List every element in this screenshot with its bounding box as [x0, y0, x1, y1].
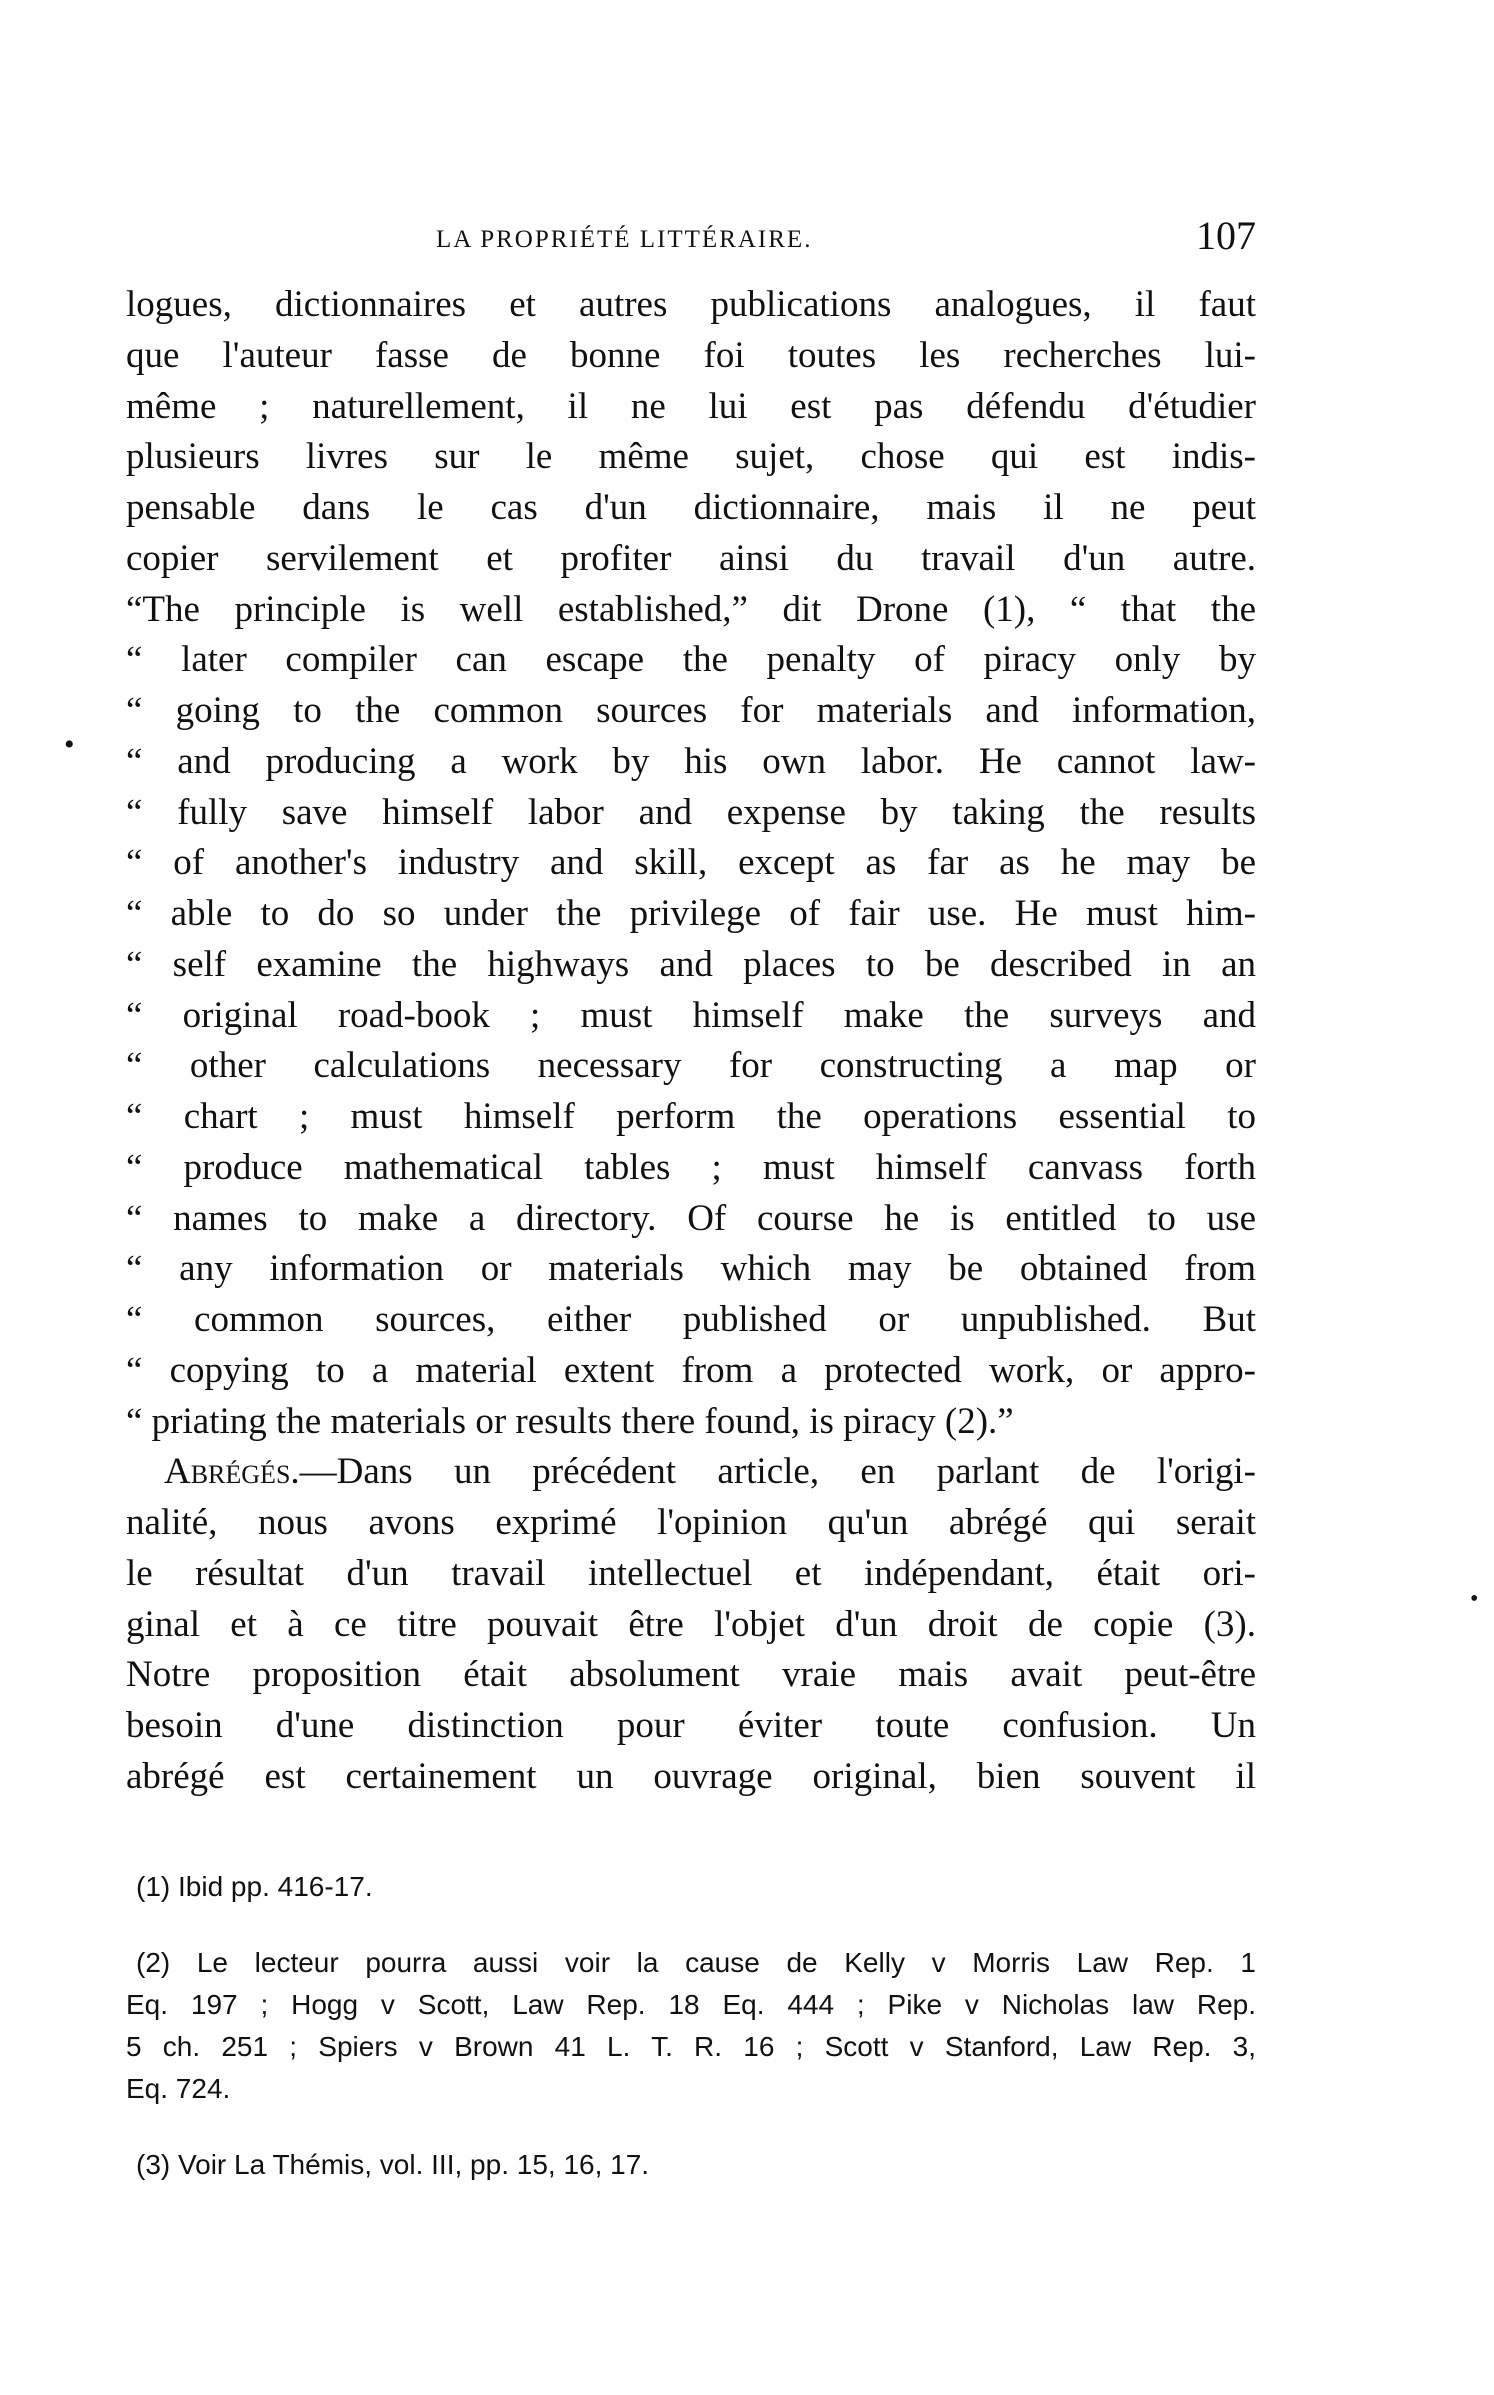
text-line: logues, dictionnaires et autres publications analogues, il faut: [126, 284, 1256, 325]
quote-line: “ self examine the highways and places to be described in an: [126, 943, 1256, 985]
quote-line: “The principle is well established,” dit Drone (1), “ that the: [126, 588, 1256, 630]
text-line: le résultat d'un travail intellectuel et indépendant, était ori-: [126, 1552, 1256, 1594]
text-line: copier servilement et profiter ainsi du travail d'un autre.: [126, 537, 1256, 579]
text-line: Notre proposition était absolument vraie mais avait peut-être: [126, 1654, 1256, 1696]
text-line: que l'auteur fasse de bonne foi toutes les recherches lui-: [126, 334, 1256, 376]
quote-line: “ chart ; must himself perform the operations essential to: [126, 1096, 1256, 1137]
quote-line: “ priating the materials or results there found, is piracy (2).”: [126, 1400, 1014, 1442]
footnotes: [126, 1866, 1256, 2186]
quote-line: “ copying to a material extent from a protected work, or appro-: [126, 1349, 1256, 1391]
quote-line: “ later compiler can escape the penalty of piracy only by: [126, 639, 1256, 681]
section-heading-line: [126, 1447, 1256, 1498]
footnote-2-line: 5 ch. 251 ; Spiers v Brown 41 L. T. R. 16 ; Scott v Stanford, Law Rep. 3,: [126, 2031, 1256, 2062]
footnote-2-line: Eq. 197 ; Hogg v Scott, Law Rep. 18 Eq. 444 ; Pike v Nicholas law Rep.: [126, 1989, 1256, 2020]
running-title: LA PROPRIÉTÉ LITTÉRAIRE.: [436, 226, 813, 253]
footnote-3: (3) Voir La Thémis, vol. III, pp. 15, 16, 17.: [136, 2149, 650, 2180]
section-heading-rest: —Dans un précédent article, en parlant de l'origi-: [299, 1451, 1256, 1493]
quote-line: “ and producing a work by his own labor. He cannot law-: [126, 740, 1256, 782]
footnote-2: [126, 1942, 1256, 2110]
footnote-gap: [126, 2110, 1256, 2144]
text-line: abrégé est certainement un ouvrage original, bien souvent il: [126, 1755, 1256, 1797]
text-line: nalité, nous avons exprimé l'opinion qu'un abrégé qui serait: [126, 1502, 1256, 1543]
quote-line: “ produce mathematical tables ; must himself canvass forth: [126, 1146, 1256, 1188]
margin-mark: •: [64, 728, 75, 761]
text-line: même ; naturellement, il ne lui est pas défendu d'étudier: [126, 385, 1256, 427]
text-line: ginal et à ce titre pouvait être l'objet d'un droit de copie (3).: [126, 1603, 1256, 1645]
text-line: plusieurs livres sur le même sujet, chose qui est indis-: [126, 436, 1256, 478]
footnote-gap: [126, 1908, 1256, 1942]
body-text: [126, 280, 1256, 1803]
text-line: pensable dans le cas d'un dictionnaire, mais il ne peut: [126, 487, 1256, 528]
text-line: besoin d'une distinction pour éviter toute confusion. Un: [126, 1705, 1256, 1746]
footnote-2-line: (2) Le lecteur pourra aussi voir la cause de Kelly v Morris Law Rep. 1: [136, 1947, 1256, 1978]
page-number: 107: [1196, 213, 1256, 258]
quote-line: “ fully save himself labor and expense by taking the results: [126, 791, 1256, 833]
page-header: [436, 212, 1256, 272]
quote-line: “ going to the common sources for materials and information,: [126, 690, 1256, 731]
section-heading-abreges: Abrégés.: [164, 1451, 300, 1493]
footnote-1: (1) Ibid pp. 416-17.: [136, 1871, 373, 1902]
quote-line: “ common sources, either published or unpublished. But: [126, 1299, 1256, 1340]
quote-line: “ other calculations necessary for constructing a map or: [126, 1045, 1256, 1087]
quote-line: “ any information or materials which may be obtained from: [126, 1248, 1256, 1290]
quote-line: “ original road-book ; must himself make the surveys and: [126, 994, 1256, 1036]
quote-line: “ names to make a directory. Of course he is entitled to use: [126, 1197, 1256, 1239]
footnote-2-line: Eq. 724.: [126, 2073, 231, 2104]
margin-mark-right: •: [1470, 1586, 1479, 1612]
quote-line: “ of another's industry and skill, except as far as he may be: [126, 842, 1256, 884]
quote-line: “ able to do so under the privilege of fair use. He must him-: [126, 893, 1256, 934]
